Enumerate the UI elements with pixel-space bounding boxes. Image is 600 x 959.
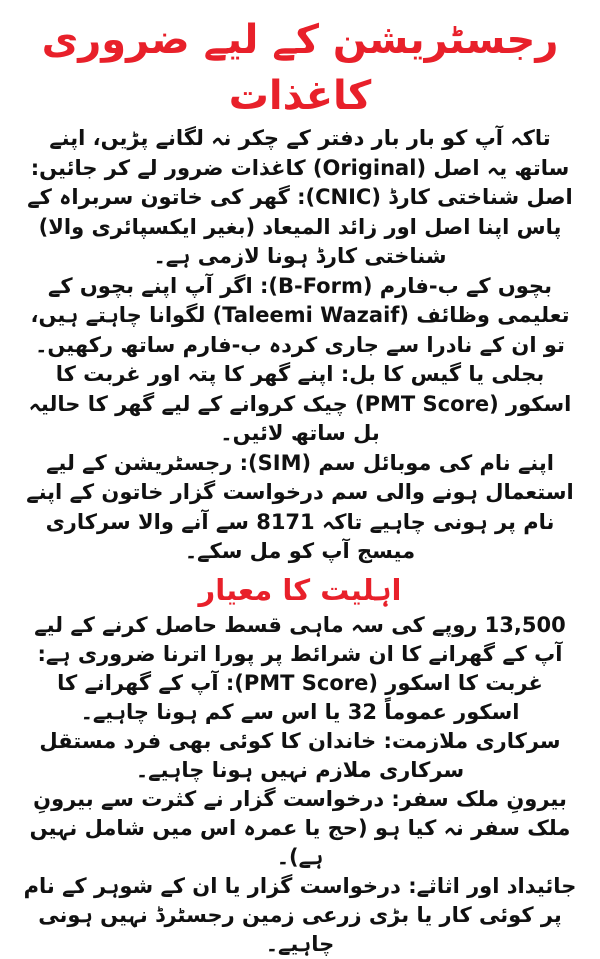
eligibility-item-foreign-travel: بیرونِ ملک سفر: درخواست گزار نے کثرت سے بیرونِ ملک سفر نہ کیا ہو (حج یا عمرہ اس میں شامل نہیں ہے)۔ [29,786,571,869]
page-title: رجسٹریشن کے لیے ضروری کاغذات [41,17,559,119]
eligibility-section [22,611,578,959]
document-item-cnic: اصل شناختی کارڈ (CNIC): گھر کی خاتون سربراہ کے پاس اپنا اصل اور زائد المیعاد (بغیر ایکسپائری والا) شناختی کارڈ ہونا لازمی ہے۔ [27,185,573,268]
documents-intro: تاکہ آپ کو بار بار دفتر کے چکر نہ لگانے پڑیں، اپنے ساتھ یہ اصل (Original) کاغذات ضرور لے کر جائیں: [30,126,570,180]
document-item-b-form: بچوں کے ب-فارم (B-Form): اگر آپ اپنے بچوں کے تعلیمی وظائف (Taleemi Wazaif) لگوانا چاہتے ہیں، تو ان کے نادرا سے جاری کردہ ب-فارم ساتھ رکھیں۔ [30,273,570,357]
eligibility-item-government-job: سرکاری ملازمت: خاندان کا کوئی بھی فرد مستقل سرکاری ملازم نہیں ہونا چاہیے۔ [39,728,561,782]
eligibility-item-property: جائیداد اور اثاثے: درخواست گزار یا ان کے شوہر کے نام پر کوئی کار یا بڑی زرعی زمین رجسٹرڈ نہیں ہونی چاہیے۔ [23,873,577,956]
eligibility-intro: 13,500 روپے کی سہ ماہی قسط حاصل کرنے کے لیے آپ کے گھرانے کا ان شرائط پر پورا اترنا ضروری ہے: [34,612,566,666]
eligibility-item-pmt-score: غربت کا اسکور (PMT Score): آپ کے گھرانے کا اسکور عموماً 32 یا اس سے کم ہونا چاہیے۔ [57,670,543,724]
documents-section [22,124,578,567]
document-item-sim: اپنے نام کی موبائل سم (SIM): رجسٹریشن کے لیے استعمال ہونے والی سم درخواست گزار خاتون کے اپنے نام پر ہونی چاہیے تاکہ 8171 سے آنے والا سرکاری میسج آپ کو مل سکے۔ [26,450,574,563]
document-item-utility-bill: بجلی یا گیس کا بل: اپنے گھر کا پتہ اور غربت کا اسکور (PMT Score) چیک کروانے کے لیے گھر کا حالیہ بل ساتھ لائیں۔ [28,362,572,445]
eligibility-heading: اہلیت کا معیار [198,572,402,607]
